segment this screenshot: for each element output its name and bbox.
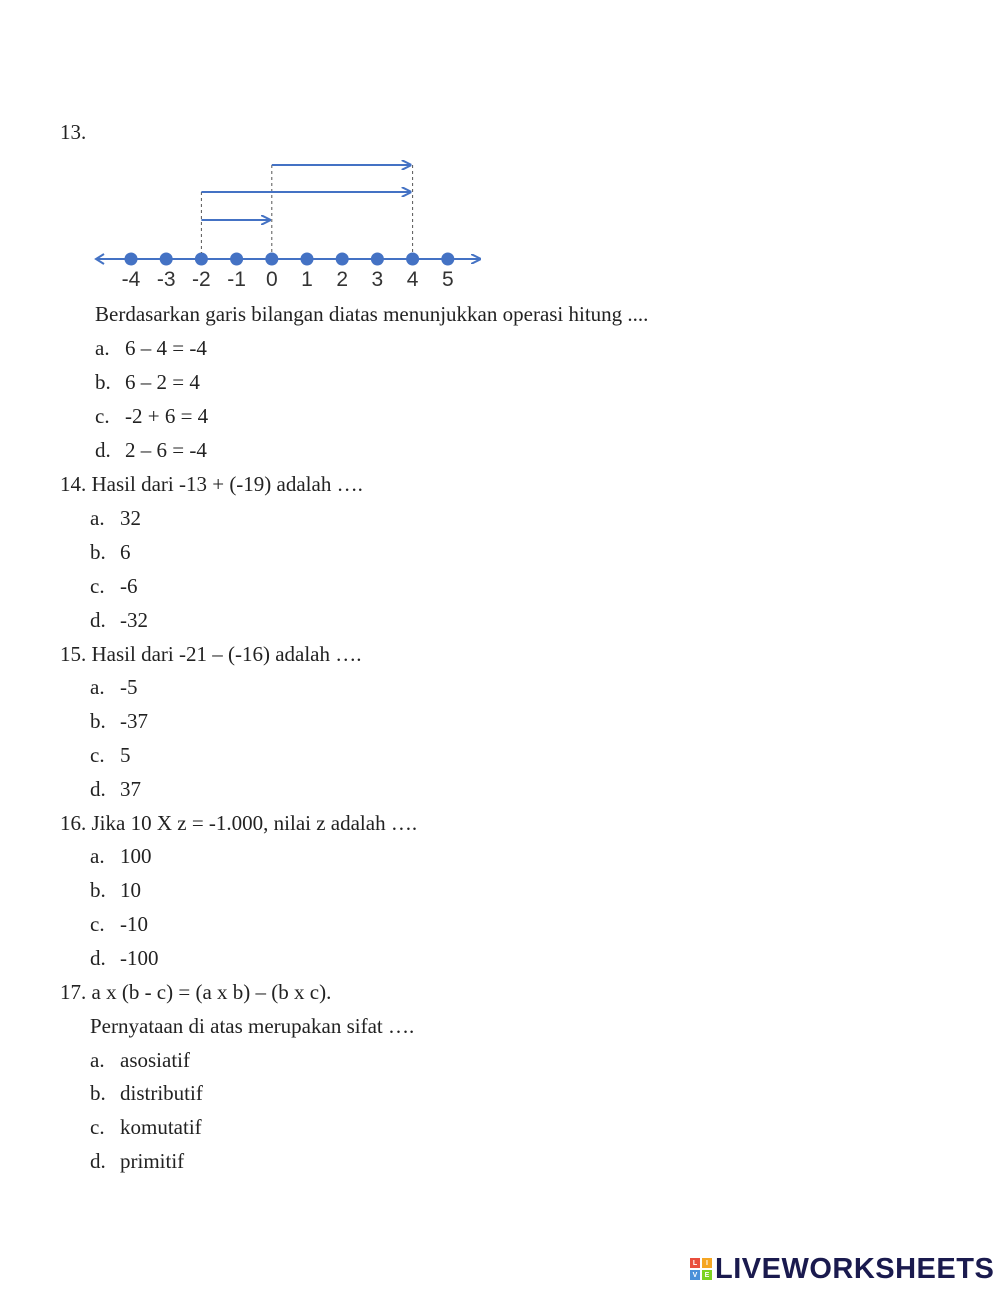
logo-text: LIVEWORKSHEETS xyxy=(715,1252,995,1285)
option-letter: a. xyxy=(95,336,110,360)
option-15-b[interactable] xyxy=(90,711,148,732)
question-16-text: Jika 10 X z = -1.000, nilai z adalah …. xyxy=(91,811,418,835)
option-15-c[interactable] xyxy=(90,745,131,766)
question-number-16: 16. xyxy=(60,811,87,835)
logo-mark-icon xyxy=(690,1258,712,1280)
option-13-a[interactable] xyxy=(95,338,207,359)
option-letter: c. xyxy=(95,404,110,428)
option-letter: c. xyxy=(90,743,105,767)
option-15-a[interactable] xyxy=(90,677,138,698)
number-line-tick-label: -4 xyxy=(121,268,141,291)
option-13-d[interactable] xyxy=(95,440,207,461)
option-text: 6 – 4 = -4 xyxy=(125,336,207,360)
question-number-17: 17. xyxy=(60,980,87,1004)
question-17 xyxy=(60,982,331,1003)
option-letter: b. xyxy=(95,370,111,394)
option-text: -5 xyxy=(120,675,138,699)
number-line-point xyxy=(125,253,138,266)
option-letter: d. xyxy=(90,1149,106,1173)
number-line-point xyxy=(195,253,208,266)
question-16 xyxy=(60,813,417,834)
number-line-tick-label: -2 xyxy=(192,268,211,291)
option-17-b[interactable] xyxy=(90,1083,203,1104)
option-text: primitif xyxy=(120,1149,185,1173)
option-text: -100 xyxy=(120,946,159,970)
number-line-tick-label: 0 xyxy=(265,268,278,291)
option-17-c[interactable] xyxy=(90,1117,202,1138)
option-text: -6 xyxy=(120,574,138,598)
number-line-tick-label: 4 xyxy=(406,268,419,291)
option-15-d[interactable] xyxy=(90,779,141,800)
option-letter: c. xyxy=(90,1115,105,1139)
question-number-15: 15. xyxy=(60,642,87,666)
option-letter: a. xyxy=(90,675,105,699)
option-text: -37 xyxy=(120,709,148,733)
option-13-b[interactable] xyxy=(95,372,200,393)
option-16-c[interactable] xyxy=(90,914,148,935)
option-letter: a. xyxy=(90,844,105,868)
option-letter: b. xyxy=(90,709,106,733)
logo-mark-e: E xyxy=(702,1270,712,1280)
option-text: komutatif xyxy=(120,1115,202,1139)
option-letter: b. xyxy=(90,878,106,902)
number-line-point xyxy=(406,253,419,266)
option-text: -2 + 6 = 4 xyxy=(125,404,209,428)
logo-mark-v: V xyxy=(690,1270,700,1280)
option-letter: d. xyxy=(95,438,111,462)
option-text: distributif xyxy=(120,1081,203,1105)
number-line-point xyxy=(336,253,349,266)
option-text: 6 – 2 = 4 xyxy=(125,370,200,394)
number-line-point xyxy=(301,253,314,266)
number-line-point xyxy=(441,253,454,266)
logo-mark-l: L xyxy=(690,1258,700,1268)
logo-mark-i: I xyxy=(702,1258,712,1268)
option-text: 37 xyxy=(120,777,141,801)
option-letter: d. xyxy=(90,777,106,801)
number-line-point xyxy=(265,253,278,266)
question-number-13: 13. xyxy=(60,120,87,144)
number-line-tick-label: 3 xyxy=(371,268,384,291)
number-line-tick-label: 1 xyxy=(301,268,313,291)
number-line-tick-label: 5 xyxy=(441,268,454,291)
option-text: -10 xyxy=(120,912,148,936)
question-15-text: Hasil dari -21 – (-16) adalah …. xyxy=(91,642,362,666)
option-16-a[interactable] xyxy=(90,846,152,867)
option-17-d[interactable] xyxy=(90,1151,184,1172)
option-16-b[interactable] xyxy=(90,880,141,901)
option-letter: a. xyxy=(90,506,105,530)
option-letter: c. xyxy=(90,912,105,936)
number-line-point xyxy=(230,253,243,266)
option-letter: d. xyxy=(90,608,106,632)
number-line-point xyxy=(371,253,384,266)
option-16-d[interactable] xyxy=(90,948,159,969)
option-14-d[interactable] xyxy=(90,610,148,631)
number-line-figure xyxy=(0,150,520,295)
option-14-c[interactable] xyxy=(90,576,138,597)
number-line-point xyxy=(160,253,173,266)
option-letter: c. xyxy=(90,574,105,598)
option-13-c[interactable] xyxy=(95,406,208,427)
option-text: 32 xyxy=(120,506,141,530)
question-13-text: Berdasarkan garis bilangan diatas menunjukkan operasi hitung .... xyxy=(95,302,649,326)
option-text: asosiatif xyxy=(120,1048,190,1072)
option-letter: b. xyxy=(90,1081,106,1105)
question-17-text-2: Pernyataan di atas merupakan sifat …. xyxy=(90,1014,415,1038)
option-letter: b. xyxy=(90,540,106,564)
number-line-tick-label: -1 xyxy=(227,268,246,291)
option-text: -32 xyxy=(120,608,148,632)
question-17-text: a x (b - c) = (a x b) – (b x c). xyxy=(91,980,332,1004)
option-14-a[interactable] xyxy=(90,508,141,529)
number-line-tick-label: -3 xyxy=(156,268,176,291)
liveworksheets-logo xyxy=(690,1253,994,1285)
question-15 xyxy=(60,644,362,665)
option-text: 10 xyxy=(120,878,141,902)
question-14-text: Hasil dari -13 + (-19) adalah …. xyxy=(91,472,363,496)
option-14-b[interactable] xyxy=(90,542,131,563)
question-number-14: 14. xyxy=(60,472,87,496)
option-text: 100 xyxy=(120,844,152,868)
option-17-a[interactable] xyxy=(90,1050,190,1071)
option-text: 2 – 6 = -4 xyxy=(125,438,207,462)
option-text: 6 xyxy=(120,540,131,564)
option-letter: d. xyxy=(90,946,106,970)
question-14 xyxy=(60,474,363,495)
option-letter: a. xyxy=(90,1048,105,1072)
option-text: 5 xyxy=(120,743,131,767)
number-line-tick-label: 2 xyxy=(336,268,349,291)
